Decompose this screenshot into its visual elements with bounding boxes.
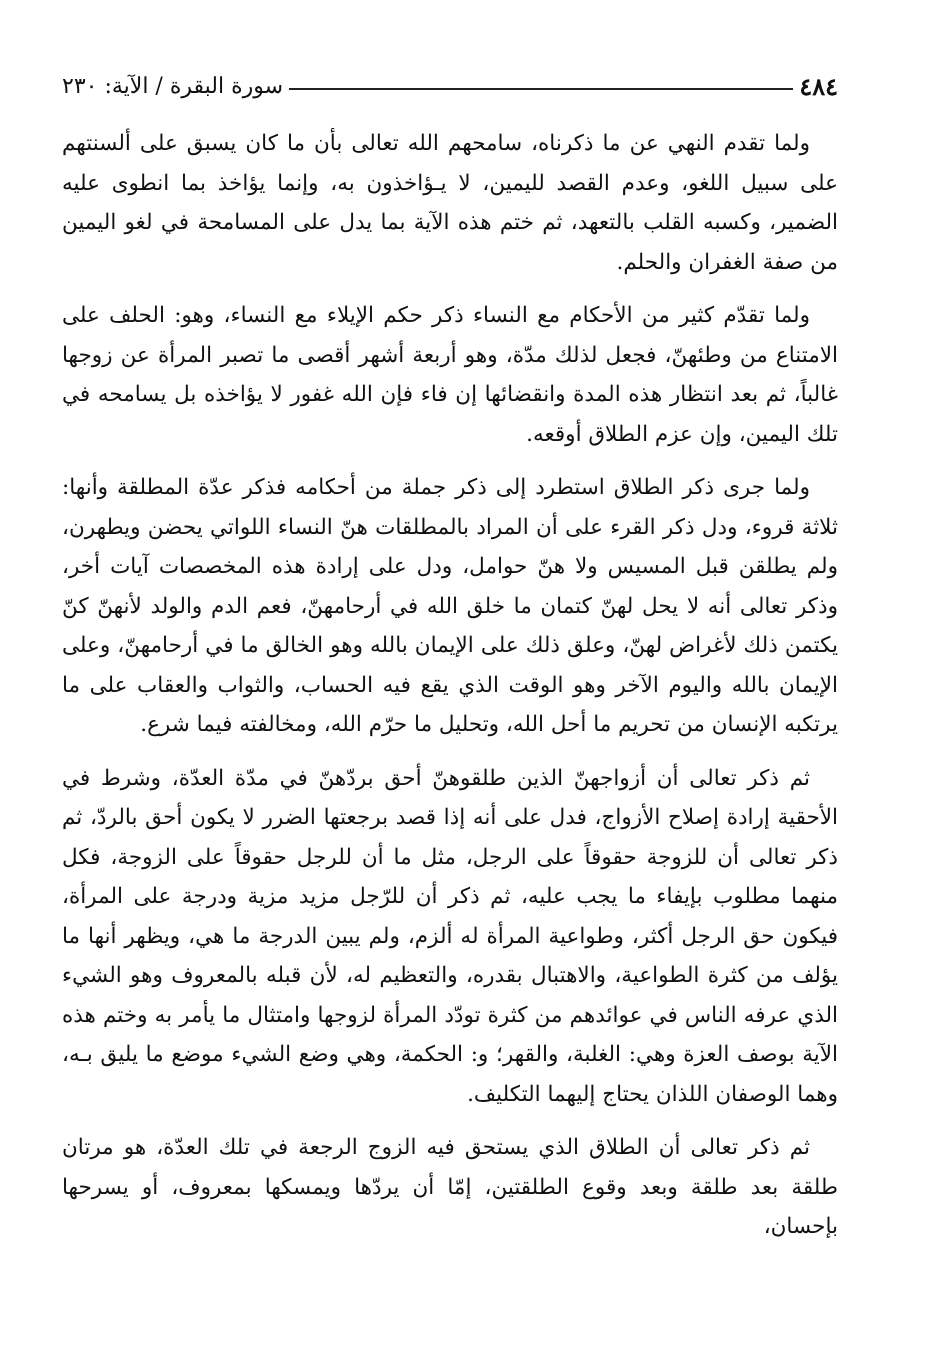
paragraph: ولما جرى ذكر الطلاق استطرد إلى ذكر جملة من أحكامه فذكر عدّة المطلقة وأنها: ثلاثة قروء، ودل ذكر القرء على أن المراد بالمطلقات هنّ النساء اللواتي يحضن ويطهرن، ولم يطلقن قبل المسيس ولا هنّ حوامل، ودل على إرادة هذه المخصصات آيات أخر، وذكر تعالى أنه لا يحل لهنّ كتمان ما خلق الله في أرحامهنّ، فعم الدم والولد لأنهنّ كنّ يكتمن ذلك لأغراض لهنّ، وعلق ذلك على الإيمان بالله وهو الخالق ما في أرحامهنّ، وعلى الإيمان بالله واليوم الآخر وهو الوقت الذي يقع فيه الحساب، والثواب والعقاب على ما يرتكبه الإنسان من تحريم ما أحل الله، وتحليل ما حرّم الله، ومخالفته فيما شرع. — [62, 475, 838, 737]
paragraph: ولما تقدم النهي عن ما ذكرناه، سامحهم الله تعالى بأن ما كان يسبق على ألسنتهم على سبيل اللغو، وعدم القصد لليمين، لا يـؤاخذون به، وإنما يؤاخذ بما انطوى عليه الضمير، وكسبه القلب بالتعهد، ثم ختم هذه الآية بما يدل على المسامحة في لغو اليمين من صفة الغفران والحلم. — [62, 131, 838, 275]
page-number: ٤٨٤ — [799, 71, 838, 101]
paragraph: ولما تقدّم كثير من الأحكام مع النساء ذكر حكم الإيلاء مع النساء، وهو: الحلف على الامتناع من وطئهنّ، فجعل لذلك مدّة، وهو أربعة أشهر أقصى ما تصبر المرأة عن زوجها غالباً، ثم بعد انتظار هذه المدة وانقضائها إن فاء فإن الله غفور لا يؤاخذه بل يسامحه في تلك اليمين، وإن عزم الطلاق أوقعه. — [62, 303, 838, 447]
chapter-title: سورة البقرة / الآية: ٢٣٠ — [62, 73, 284, 99]
paragraph: ثم ذكر تعالى أن أزواجهنّ الذين طلقوهنّ أحق بردّهنّ في مدّة العدّة، وشرط في الأحقية إرادة إصلاح الأزواج، فدل على أنه إذا قصد برجعتها الضرر لا يكون أحق بالردّ، ثم ذكر تعالى أن للزوجة حقوقاً على الرجل، مثل ما أن للرجل حقوقاً على الزوجة، فكل منهما مطلوب بإيفاء ما يجب عليه، ثم ذكر أن للرّجل مزيد مزية ودرجة على المرأة، فيكون حق الرجل أكثر، وطواعية المرأة له ألزم، ولم يبين الدرجة ما هي، ويظهر أنها ما يؤلف من كثرة الطواعية، والاهتبال بقدره، والتعظيم له، لأن قبله بالمعروف وهو الشيء الذي عرفه الناس في عوائدهم من كثرة تودّد المرأة لزوجها وامتثال ما يأمر به وختم هذه الآية بوصف العزة وهي: الغلبة، والقهر؛ و: الحكمة، وهي وضع الشيء موضع ما يليق بـه، وهما الوصفان اللذان يحتاج إليهما التكليف. — [62, 765, 838, 1107]
header-rule — [289, 88, 793, 90]
paragraph: ثم ذكر تعالى أن الطلاق الذي يستحق فيه الزوج الرجعة في تلك العدّة، هو مرتان طلقة بعد طلقة وبعد وقوع الطلقتين، إمّا أن يردّها ويمسكها بمعروف، أو يسرحها بإحسان، — [62, 1135, 838, 1239]
body-text — [62, 124, 838, 1261]
running-header — [62, 66, 838, 106]
